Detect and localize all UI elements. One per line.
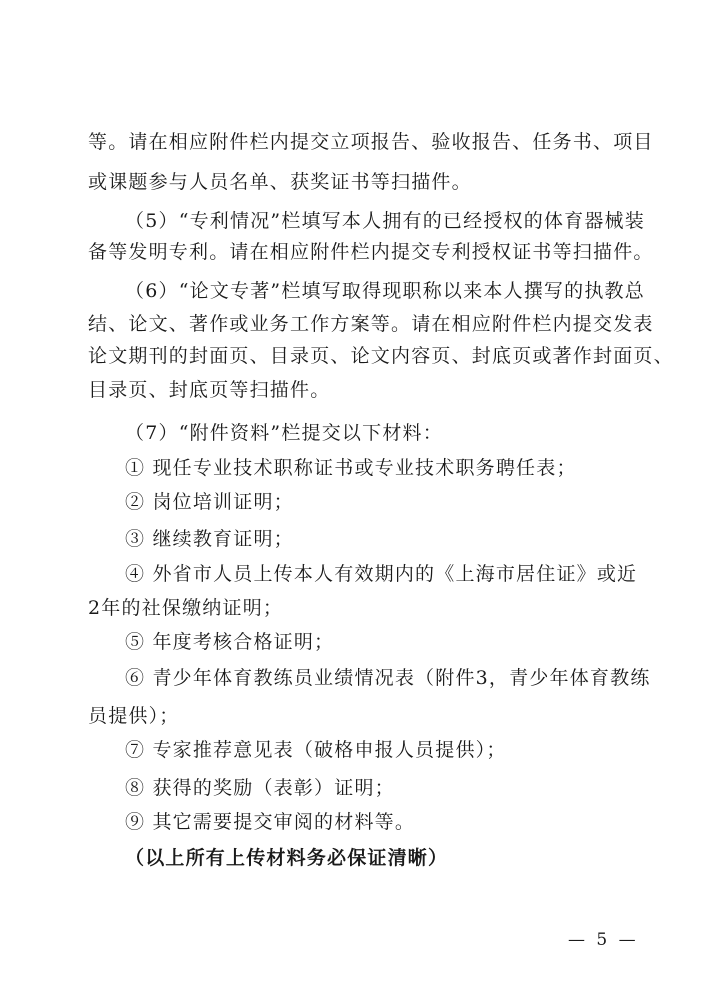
list-item: ④ 外省市人员上传本人有效期内的《上海市居住证》或近 [125,563,638,585]
list-item: ③ 继续教育证明； [125,528,294,550]
page-number: — 5 — [568,930,639,950]
paragraph-line: 或课题参与人员名单、获奖证书等扫描件。 [88,171,472,193]
list-item: ⑧ 获得的奖励（表彰）证明； [125,777,395,799]
emphasis-note: （以上所有上传材料务必保证清晰） [125,847,449,869]
list-item-continuation: 员提供）； [88,705,180,727]
list-item-continuation: 2年的社保缴纳证明； [88,597,284,619]
list-item: ⑨ 其它需要提交审阅的材料等。 [125,811,416,833]
paragraph-line: （7）“附件资料”栏提交以下材料： [125,422,443,444]
paragraph-line: 等。请在相应附件栏内提交立项报告、验收报告、任务书、项目 [88,131,654,153]
list-item: ⑦ 专家推荐意见表（破格申报人员提供）； [125,739,507,761]
paragraph-line: 论文期刊的封面页、目录页、论文内容页、封底页或著作封面页、 [88,345,674,367]
list-item: ① 现任专业技术职称证书或专业技术职务聘任表； [125,457,577,479]
paragraph-line: （6）“论文专著”栏填写取得现职称以来本人撰写的执教总 [125,280,645,302]
paragraph-line: 结、论文、著作或业务工作方案等。请在相应附件栏内提交发表 [88,313,654,335]
list-item: ② 岗位培训证明； [125,491,294,513]
list-item: ⑤ 年度考核合格证明； [125,631,335,653]
paragraph-line: （5）“专利情况”栏填写本人拥有的已经授权的体育器械装 [125,210,645,232]
paragraph-line: 目录页、封底页等扫描件。 [88,379,331,401]
paragraph-line: 备等发明专利。请在相应附件栏内提交专利授权证书等扫描件。 [88,241,654,263]
list-item: ⑥ 青少年体育教练员业绩情况表（附件3，青少年体育教练 [125,667,651,689]
